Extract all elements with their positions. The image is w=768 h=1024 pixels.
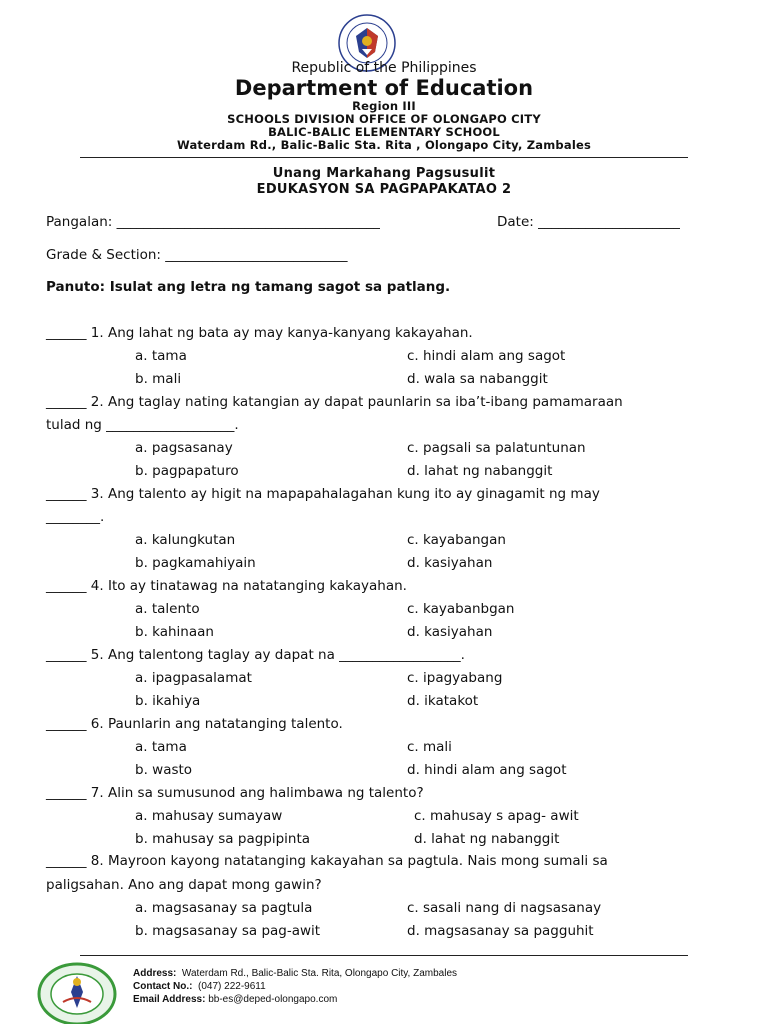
q1-option-c: c. hindi alam ang sagot (407, 348, 566, 364)
q2-option-a: a. pagsasanay (135, 440, 233, 456)
q7-option-c: c. mahusay s apag- awit (414, 808, 579, 824)
q7-option-a: a. mahusay sumayaw (135, 808, 283, 824)
footer-address: Address: Waterdam Rd., Balic-Balic Sta. Rita, Olongapo City, Zambales (133, 968, 458, 979)
exam-title: Unang Markahang Pagsusulit (272, 166, 496, 181)
q6-option-d: d. hindi alam ang sagot (407, 762, 567, 778)
exam-subject: EDUKASYON SA PAGPAPAKATAO 2 (256, 182, 512, 197)
footer-divider (80, 955, 688, 956)
question-3-cont: ________. (46, 509, 105, 525)
question-1: ______ 1. Ang lahat ng bata ay may kanya-kanyang kakayahan. (46, 325, 473, 341)
question-6: ______ 6. Paunlarin ang natatanging talento. (46, 716, 343, 732)
q2-option-d: d. lahat ng nabanggit (407, 463, 553, 479)
q4-option-c: c. kayabanbgan (407, 601, 515, 617)
q3-option-a: a. kalungkutan (135, 532, 236, 548)
department-title: Department of Education (234, 76, 534, 100)
question-8: ______ 8. Mayroon kayong natatanging kakayahan sa pagtula. Nais mong sumali sa (46, 853, 608, 869)
question-4: ______ 4. Ito ay tinatawag na natatanging kakayahan. (46, 578, 407, 594)
date-field[interactable]: Date: _____________________ (497, 214, 680, 230)
school-address: Waterdam Rd., Balic-Balic Sta. Rita , Olongapo City, Zambales (176, 138, 592, 152)
q6-option-c: c. mali (407, 739, 452, 755)
footer-email[interactable]: Email Address: bb-es@deped-olongapo.com (133, 994, 338, 1005)
name-field[interactable]: Pangalan: _______________________________________ (46, 214, 380, 230)
question-2-cont: tulad ng ___________________. (46, 417, 239, 433)
footer-contact: Contact No.: (047) 222-9611 (133, 981, 266, 992)
q4-option-b: b. kahinaan (135, 624, 214, 640)
question-2: ______ 2. Ang taglay nating katangian ay dapat paunlarin sa iba’t-ibang pamamaraan (46, 394, 623, 410)
school-seal-logo (37, 958, 117, 1024)
q4-option-d: d. kasiyahan (407, 624, 493, 640)
q6-option-b: b. wasto (135, 762, 193, 778)
q7-option-b: b. mahusay sa pagpipinta (135, 831, 311, 847)
q4-option-a: a. talento (135, 601, 200, 617)
grade-section-field[interactable]: Grade & Section: ___________________________ (46, 247, 348, 263)
region-line: Region III (352, 99, 416, 113)
instructions: Panuto: Isulat ang letra ng tamang sagot sa patlang. (46, 279, 451, 295)
q3-option-d: d. kasiyahan (407, 555, 493, 571)
q8-option-d: d. magsasanay sa pagguhit (407, 923, 594, 939)
q8-option-c: c. sasali nang di nagsasanay (407, 900, 602, 916)
q5-option-c: c. ipagyabang (407, 670, 503, 686)
school-name: BALIC-BALIC ELEMENTARY SCHOOL (268, 125, 500, 139)
republic-line: Republic of the Philippines (291, 60, 477, 76)
q1-option-b: b. mali (135, 371, 182, 387)
division-line: SCHOOLS DIVISION OFFICE OF OLONGAPO CITY (227, 112, 541, 126)
q3-option-b: b. pagkamahiyain (135, 555, 256, 571)
q5-option-d: d. ikatakot (407, 693, 479, 709)
q1-option-d: d. wala sa nabanggit (407, 371, 548, 387)
q5-option-b: b. ikahiya (135, 693, 201, 709)
q1-option-a: a. tama (135, 348, 187, 364)
question-5: ______ 5. Ang talentong taglay ay dapat na __________________. (46, 647, 465, 663)
q7-option-d: d. lahat ng nabanggit (414, 831, 560, 847)
header-divider (80, 157, 688, 158)
q6-option-a: a. tama (135, 739, 187, 755)
q2-option-b: b. pagpapaturo (135, 463, 239, 479)
q5-option-a: a. ipagpasalamat (135, 670, 252, 686)
q8-option-b: b. magsasanay sa pag-awit (135, 923, 321, 939)
question-3: ______ 3. Ang talento ay higit na mapapahalagahan kung ito ay ginagamit ng may (46, 486, 600, 502)
q3-option-c: c. kayabangan (407, 532, 506, 548)
q8-option-a: a. magsasanay sa pagtula (135, 900, 313, 916)
question-7: ______ 7. Alin sa sumusunod ang halimbawa ng talento? (46, 785, 424, 801)
q2-option-c: c. pagsali sa palatuntunan (407, 440, 586, 456)
question-8-cont: paligsahan. Ano ang dapat mong gawin? (46, 877, 322, 893)
